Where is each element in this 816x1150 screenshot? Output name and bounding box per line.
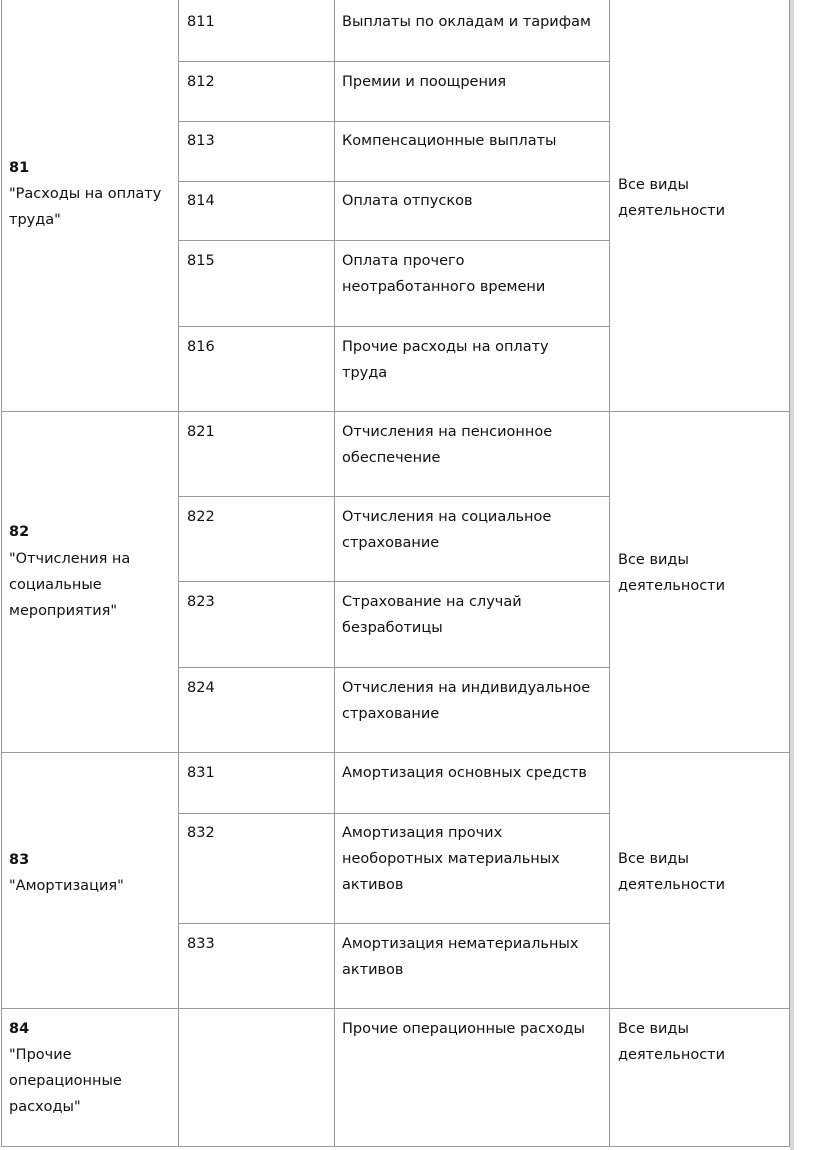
row-number: 823	[187, 594, 215, 610]
group-name: "Отчисления на социальные мероприятия"	[9, 551, 131, 619]
row-number: 812	[187, 74, 215, 90]
row-title: Компенсационные выплаты	[342, 133, 557, 149]
row-number: 824	[187, 680, 215, 696]
column-divider-3	[609, 0, 610, 1147]
activity-scope: Все виды деятельности	[618, 1021, 726, 1063]
group-name: "Расходы на оплату труда"	[9, 186, 162, 228]
row-divider	[178, 667, 609, 668]
row-title: Страхование на случай безработицы	[342, 594, 522, 636]
group-name: "Прочие операционные расходы"	[9, 1047, 122, 1115]
row-number: 811	[187, 14, 215, 30]
group-code: 84	[9, 1021, 30, 1037]
group-name: "Амортизация"	[9, 878, 124, 894]
row-divider	[178, 923, 609, 924]
row-title: Амортизация прочих необоротных материальных активов	[342, 825, 560, 893]
group-code: 83	[9, 852, 30, 868]
row-number: 813	[187, 133, 215, 149]
row-title: Оплата прочего неотработанного времени	[342, 253, 546, 295]
group-divider	[1, 1008, 790, 1009]
column-divider-2	[334, 0, 335, 1147]
row-number: 832	[187, 825, 215, 841]
activity-scope: Все виды деятельности	[618, 851, 726, 893]
row-number: 833	[187, 936, 215, 952]
row-divider	[178, 496, 609, 497]
row-divider	[178, 121, 609, 122]
activity-scope: Все виды деятельности	[618, 552, 726, 594]
row-number: 831	[187, 765, 215, 781]
row-number: 814	[187, 193, 215, 209]
row-number: 815	[187, 253, 215, 269]
row-title: Выплаты по окладам и тарифам	[342, 14, 591, 30]
row-number: 816	[187, 339, 215, 355]
row-divider	[178, 326, 609, 327]
row-title: Амортизация основных средств	[342, 765, 587, 781]
row-title: Премии и поощрения	[342, 74, 507, 90]
group-code: 81	[9, 160, 30, 176]
row-title: Прочие операционные расходы	[342, 1021, 585, 1037]
row-number: 822	[187, 509, 215, 525]
table-border-right	[789, 0, 790, 1147]
column-divider-1	[178, 0, 179, 1147]
row-title: Прочие расходы на оплату труда	[342, 339, 549, 381]
table-border-left	[1, 0, 2, 1147]
group-divider	[1, 411, 790, 412]
activity-scope: Все виды деятельности	[618, 177, 726, 219]
group-code: 82	[9, 524, 30, 540]
row-number: 821	[187, 424, 215, 440]
row-divider	[178, 240, 609, 241]
row-divider	[178, 181, 609, 182]
row-title: Амортизация нематериальных активов	[342, 936, 579, 978]
group-divider	[1, 752, 790, 753]
row-title: Отчисления на социальное страхование	[342, 509, 552, 551]
row-divider	[178, 581, 609, 582]
page-edge-shadow	[790, 0, 794, 1150]
row-title: Отчисления на индивидуальное страхование	[342, 680, 591, 722]
row-divider	[178, 813, 609, 814]
table-border-bottom	[1, 1146, 790, 1147]
row-title: Оплата отпусков	[342, 193, 473, 209]
row-title: Отчисления на пенсионное обеспечение	[342, 424, 553, 466]
row-divider	[178, 61, 609, 62]
